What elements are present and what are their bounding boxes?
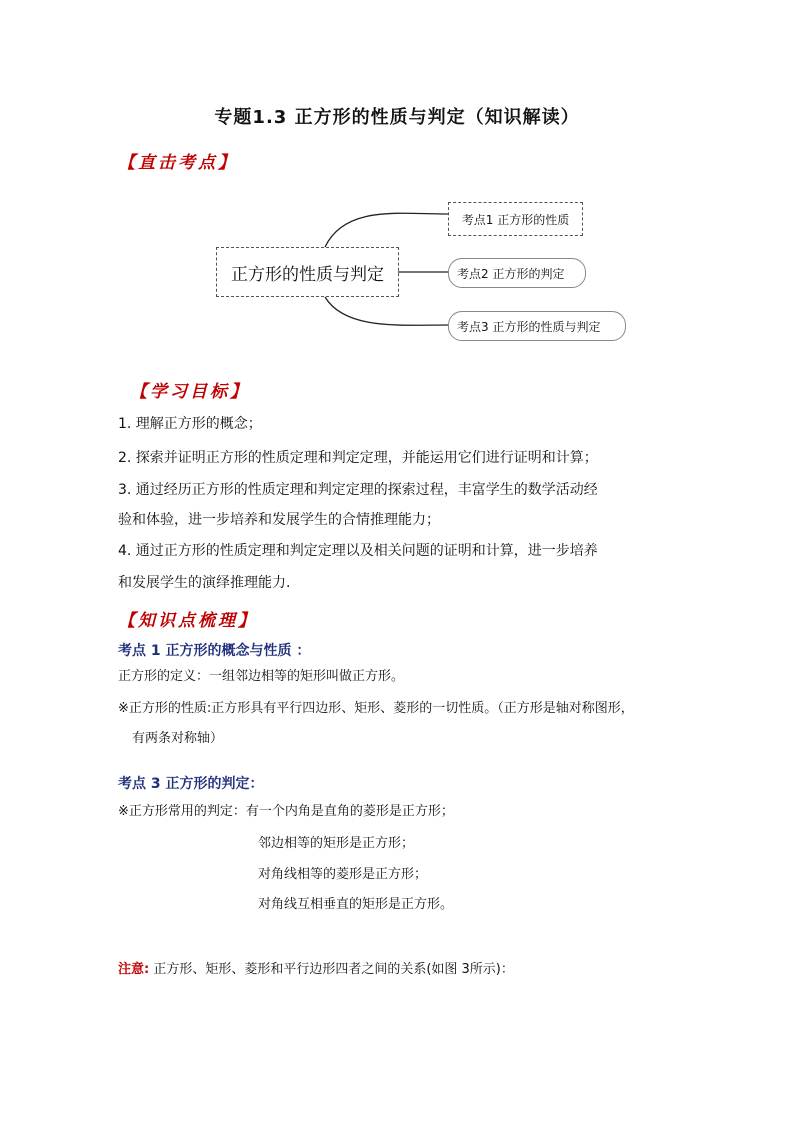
- goal-line: 1. 理解正方形的概念；: [118, 416, 262, 432]
- goal-line: 和发展学生的演绎推理能力.: [118, 575, 291, 591]
- mindmap-connectors: [0, 0, 794, 400]
- kaodian3-heading: 考点 3 正方形的判定：: [118, 776, 264, 792]
- section-heading-kaodian: 【直击考点】: [118, 153, 238, 173]
- kaodian3-line: 对角线互相垂直的矩形是正方形。: [258, 897, 454, 912]
- kaodian3-line: 对角线相等的菱形是正方形；: [258, 867, 428, 882]
- goal-line: 3. 通过经历正方形的性质定理和判定定理的探索过程，丰富学生的数学活动经: [118, 482, 598, 498]
- section-heading-mubiao: 【学习目标】: [130, 382, 250, 402]
- goal-line: 2. 探索并证明正方形的性质定理和判定定理，并能运用它们进行证明和计算；: [118, 450, 598, 466]
- goal-line: 4. 通过正方形的性质定理和判定定理以及相关问题的证明和计算，进一步培养: [118, 543, 598, 559]
- note-label: 注意:: [118, 962, 150, 977]
- page-title: 专题1.3 正方形的性质与判定（知识解读）: [214, 107, 580, 128]
- note-text: 正方形、矩形、菱形和平行边形四者之间的关系(如图 3所示)：: [149, 962, 514, 977]
- note-paragraph: [118, 958, 514, 977]
- goal-line: 验和体验，进一步培养和发展学生的合情推理能力；: [118, 512, 440, 528]
- kaodian3-line: ※正方形常用的判定：有一个内角是直角的菱形是正方形；: [118, 804, 454, 819]
- mindmap-node-kaodian3: 考点3 正方形的性质与判定: [448, 311, 626, 341]
- kaodian1-property-cont: 有两条对称轴）: [132, 731, 224, 746]
- mindmap-node-kaodian1: 考点1 正方形的性质: [448, 202, 583, 236]
- section-heading-shuli: 【知识点梳理】: [118, 611, 258, 631]
- kaodian1-property: ※正方形的性质:正方形具有平行四边形、矩形、菱形的一切性质。（正方形是轴对称图形，: [118, 701, 634, 716]
- kaodian1-heading: 考点 1 正方形的概念与性质 ：: [118, 643, 311, 659]
- kaodian1-definition: 正方形的定义：一组邻边相等的矩形叫做正方形。: [118, 669, 405, 684]
- mindmap-center-node: 正方形的性质与判定: [216, 247, 399, 297]
- mindmap-node-kaodian2: 考点2 正方形的判定: [448, 258, 586, 288]
- kaodian3-line: 邻边相等的矩形是正方形；: [258, 836, 415, 851]
